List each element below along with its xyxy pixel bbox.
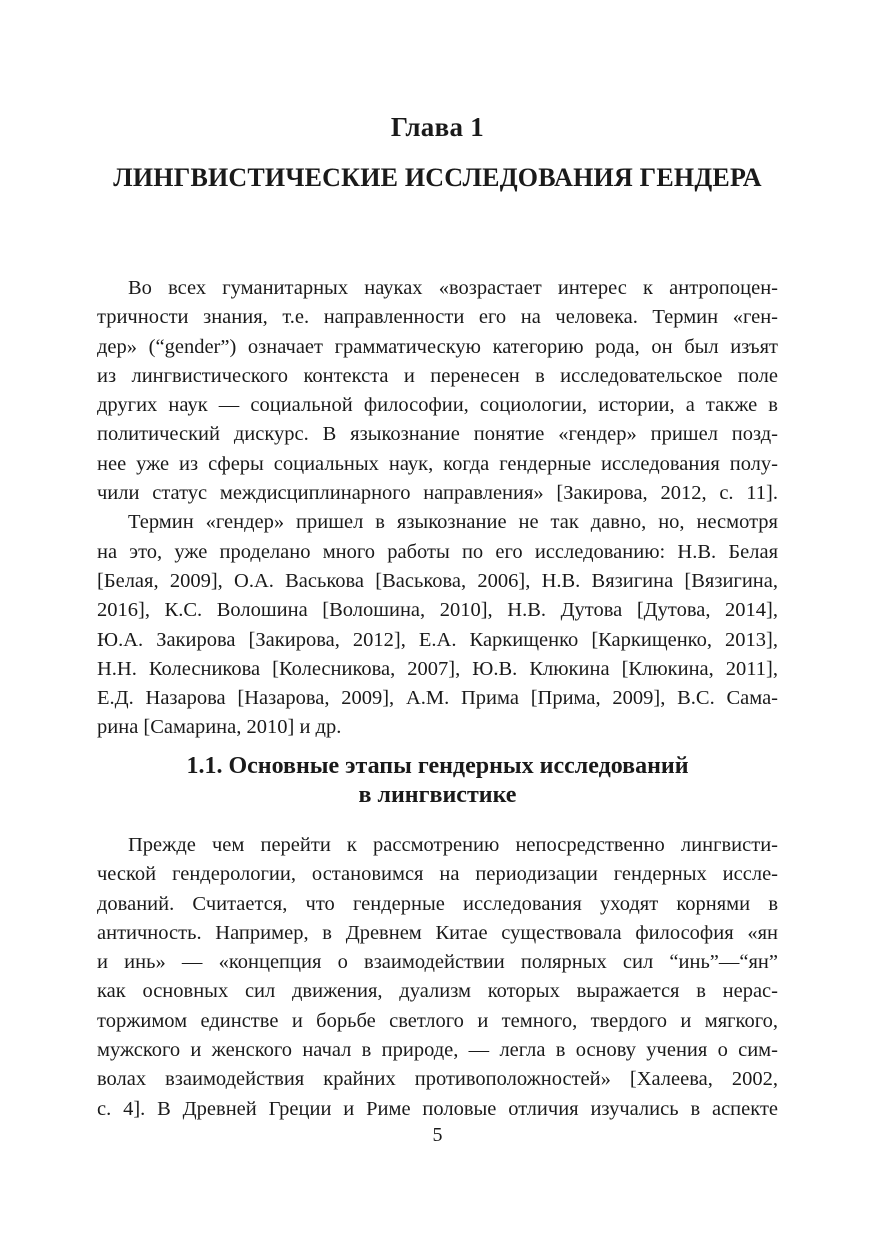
text-line: мужского и женского начал в природе, — легла в основу учения о сим-	[97, 1039, 778, 1062]
text-line: с. 4]. В Древней Греции и Риме половые отличия изучались в аспекте	[97, 1097, 778, 1120]
text-line: дер» (“gender”) означает грамматическую категорию рода, он был изъят	[97, 335, 778, 358]
section-text	[97, 831, 778, 1124]
text-line: [Белая, 2009], О.А. Васькова [Васькова, 2006], Н.В. Вязигина [Вязигина,	[97, 569, 778, 592]
text-line: чили статус междисциплинарного направления» [Закирова, 2012, с. 11].	[97, 482, 778, 505]
chapter-title: ЛИНГВИСТИЧЕСКИЕ ИССЛЕДОВАНИЯ ГЕНДЕРА	[113, 163, 762, 192]
chapter-label: Глава 1	[390, 112, 485, 142]
paragraph	[97, 831, 778, 1124]
text-line: на это, уже проделано много работы по его исследованию: Н.В. Белая	[97, 540, 778, 563]
text-line: торжимом единстве и борьбе светлого и темного, твердого и мягкого,	[97, 1009, 778, 1032]
text-line: и инь» — «концепция о взаимодействии полярных сил “инь”—“ян”	[97, 951, 778, 974]
text-line: Ю.А. Закирова [Закирова, 2012], Е.А. Каркищенко [Каркищенко, 2013],	[97, 628, 778, 651]
section-title	[0, 752, 875, 810]
text-line: из лингвистического контекста и перенесен в исследовательское поле	[97, 364, 778, 387]
text-line: Прежде чем перейти к рассмотрению непосредственно лингвисти-	[128, 834, 778, 856]
text-line: рина [Самарина, 2010] и др.	[97, 716, 342, 739]
text-line: политический дискурс. В языкознание понятие «гендер» пришел позд-	[97, 423, 778, 446]
text-line: ческой гендерологии, остановимся на периодизации гендерных иссле-	[97, 863, 778, 886]
text-line: других наук — социальной философии, социологии, истории, а также в	[97, 394, 778, 417]
text-line: 2016], К.С. Волошина [Волошина, 2010], Н.В. Дутова [Дутова, 2014],	[97, 599, 778, 622]
text-line: как основных сил движения, дуализм которых выражается в нерас-	[97, 980, 778, 1003]
intro-text	[97, 274, 778, 743]
text-line: Е.Д. Назарова [Назарова, 2009], А.М. Прима [Прима, 2009], В.С. Сама-	[97, 687, 778, 710]
paragraph	[97, 274, 778, 508]
text-line: волах взаимодействия крайних противоположностей» [Халеева, 2002,	[97, 1068, 778, 1091]
text-line: Термин «гендер» пришел в языкознание не так давно, но, несмотря	[128, 511, 778, 534]
text-line: античность. Например, в Древнем Китае существовала философия «ян	[97, 921, 778, 944]
text-line: тричности знания, т.е. направленности его на человека. Термин «ген-	[97, 306, 778, 329]
text-line: дований. Считается, что гендерные исследования уходят корнями в	[97, 892, 778, 915]
text-line: Во всех гуманитарных науках «возрастает интерес к антропоцен-	[128, 277, 778, 299]
section-title-line: 1.1. Основные этапы гендерных исследований	[186, 753, 689, 779]
section-title-line: в лингвистике	[358, 782, 517, 808]
paragraph	[97, 508, 778, 742]
text-line: нее уже из сферы социальных наук, когда гендерные исследования полу-	[97, 452, 778, 475]
page-number: 5	[432, 1124, 443, 1146]
text-line: Н.Н. Колесникова [Колесникова, 2007], Ю.В. Клюкина [Клюкина, 2011],	[97, 657, 778, 680]
